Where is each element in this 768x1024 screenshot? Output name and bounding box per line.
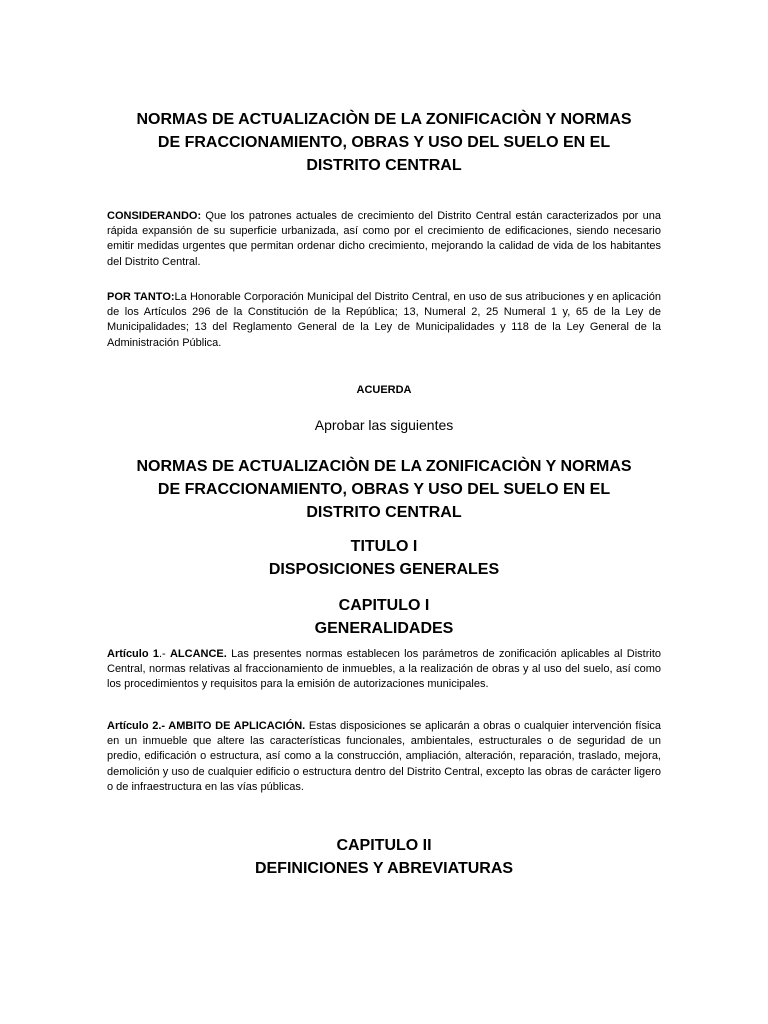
title2-line-3: DISTRITO CENTRAL <box>306 504 462 521</box>
articulo-2-label: Artículo 2.- AMBITO DE APLICACIÓN. <box>107 720 306 732</box>
title-line-1: NORMAS DE ACTUALIZACIÒN DE LA ZONIFICACIÒN Y NORMAS <box>136 111 632 128</box>
title-line-2: DE FRACCIONAMIENTO, OBRAS Y USO DEL SUELO EN EL <box>157 134 611 151</box>
acuerda-heading: ACUERDA <box>356 384 412 396</box>
title2-line-2: DE FRACCIONAMIENTO, OBRAS Y USO DEL SUELO EN EL <box>157 481 611 498</box>
titulo-heading <box>80 535 688 581</box>
articulo-1-label: Artículo 1 <box>107 648 159 660</box>
articulo-1-paragraph <box>107 647 661 693</box>
capitulo-2-number: CAPITULO II <box>336 837 432 854</box>
titulo-name: DISPOSICIONES GENERALES <box>268 561 500 578</box>
capitulo-1-name: GENERALIDADES <box>314 620 454 637</box>
considerando-paragraph <box>107 209 661 270</box>
por-tanto-paragraph <box>107 290 661 351</box>
capitulo-1-number: CAPITULO I <box>338 597 430 614</box>
document-title <box>80 108 688 177</box>
por-tanto-text: La Honorable Corporación Municipal del Distrito Central, en uso de sus atribuciones y en aplicación de los Artículos 296 de la Constitución de la República; 13, Numeral 2, 25 Numeral 1 y, 65 de la Ley de Municipalidades; 13 del Reglamento General de la Ley de Municipalidades y 118 de la Ley General de la Administración Pública. <box>107 291 661 349</box>
articulo-1-text: Las presentes normas establecen los parámetros de zonificación aplicables al Distrito Central, normas relativas al fraccionamiento de inmuebles, a la realización de obras y al uso del suelo, así como los procedimientos y requisitos para la emisión de autorizaciones municipales. <box>107 648 661 691</box>
considerando-text: Que los patrones actuales de crecimiento del Distrito Central están caracterizados por una rápida expansión de su superficie urbanizada, así como por el crecimiento de edificaciones, siendo necesario emitir medidas urgentes que permitan ordenar dicho crecimiento, mejorando la calidad de vida de los habitantes del Distrito Central. <box>107 210 661 268</box>
articulo-2-paragraph <box>107 719 661 795</box>
articulo-2-text: Estas disposiciones se aplicarán a obras o cualquier intervención física en un inmueble que altere las características funcionales, ambientales, estructurales o de seguridad de un predio, edificación o estructura, así como a la construcción, ampliación, alteración, reparación, traslado, mejora, demolición y uso de cualquier edificio o estructura dentro del Distrito Central, excepto las obras de carácter ligero o de infraestructura en las vías públicas. <box>107 720 662 793</box>
articulo-1-sep: .- <box>158 648 170 660</box>
capitulo-1-heading <box>80 594 688 640</box>
title2-line-1: NORMAS DE ACTUALIZACIÒN DE LA ZONIFICACIÒN Y NORMAS <box>136 458 632 475</box>
articulo-1-heading: ALCANCE. <box>169 648 227 660</box>
title-line-3: DISTRITO CENTRAL <box>306 157 462 174</box>
aprobar-line: Aprobar las siguientes <box>314 417 454 433</box>
capitulo-2-name: DEFINICIONES Y ABREVIATURAS <box>254 860 514 877</box>
document-title-repeat <box>80 455 688 524</box>
considerando-label: CONSIDERANDO: <box>107 210 202 222</box>
capitulo-2-heading <box>80 834 688 880</box>
por-tanto-label: POR TANTO: <box>107 291 175 303</box>
titulo-number: TITULO I <box>350 538 418 555</box>
